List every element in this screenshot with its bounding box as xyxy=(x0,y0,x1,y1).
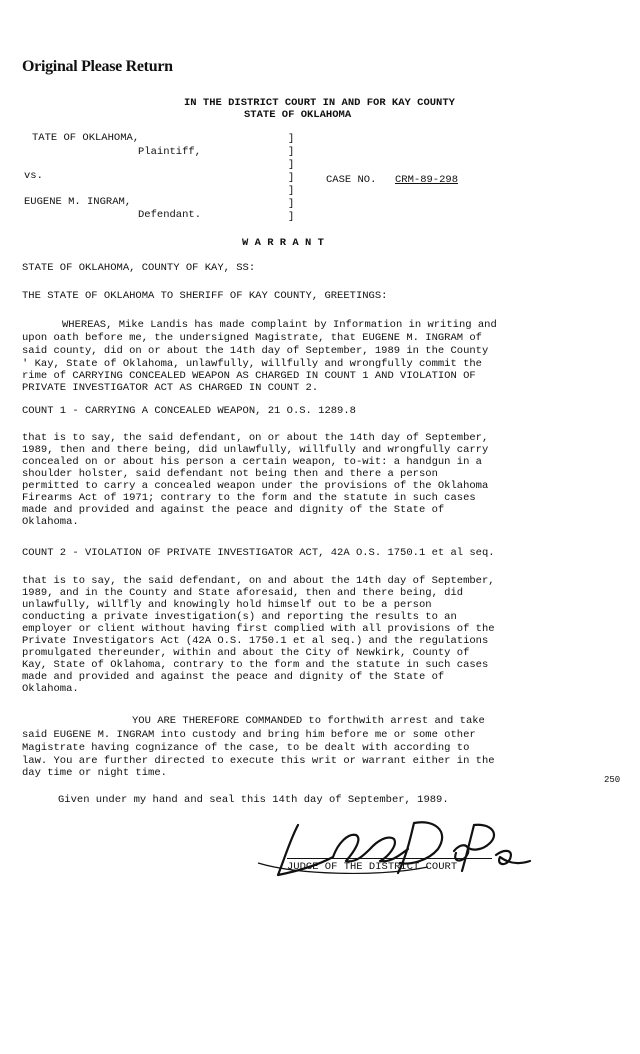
caption-bracket: ] xyxy=(288,133,295,145)
count1-heading: COUNT 1 - CARRYING A CONCEALED WEAPON, 21 O.S. 1289.8 xyxy=(22,405,356,417)
caption-bracket: ] xyxy=(288,159,295,171)
count1-line: that is to say, the said defendant, on or about the 14th day of September, xyxy=(22,432,489,444)
command-line: YOU ARE THEREFORE COMMANDED to forthwith arrest and take xyxy=(132,715,485,727)
whereas-line: said county, did on or about the 14th day of September, 1989 in the County xyxy=(22,345,489,357)
judge-title: JUDGE OF THE DISTRICT COURT xyxy=(287,861,458,873)
count1-line: concealed on or about his person a certain weapon, to-wit: a handgun in a xyxy=(22,456,482,468)
caption-bracket: ] xyxy=(288,146,295,158)
case-number-label: CASE NO. xyxy=(326,174,377,186)
count1-line: Oklahoma. xyxy=(22,516,79,528)
caption-bracket: ] xyxy=(288,172,295,184)
count2-line: made and provided and against the peace and dignity of the State of xyxy=(22,671,445,683)
command-line: said EUGENE M. INGRAM into custody and bring him before me or some other xyxy=(22,729,476,741)
versus-label: vs. xyxy=(24,170,43,182)
count2-line: Private Investigators Act (42A O.S. 1750.1 et al seq.) and the regulations xyxy=(22,635,489,647)
whereas-line: PRIVATE INVESTIGATOR ACT AS CHARGED IN COUNT 2. xyxy=(22,382,319,394)
given-under-hand-line: Given under my hand and seal this 14th day of September, 1989. xyxy=(58,794,449,806)
count1-line: Firearms Act of 1971; contrary to the form and the statute in such cases xyxy=(22,492,476,504)
judge-signature xyxy=(238,805,538,885)
count1-line: permitted to carry a concealed weapon under the provisions of the Oklahoma xyxy=(22,480,489,492)
warrant-title: W A R R A N T xyxy=(242,237,324,249)
case-number: CRM-89-298 xyxy=(395,174,459,186)
count2-line: 1989, and in the County and State aforesaid, then and there being, did xyxy=(22,587,464,599)
court-state-heading: STATE OF OKLAHOMA xyxy=(244,109,352,121)
count1-line: made and provided and against the peace and dignity of the State of xyxy=(22,504,445,516)
count2-line: employer or client without having first complied with all provisions of the xyxy=(22,623,495,635)
defendant-name: EUGENE M. INGRAM, xyxy=(24,196,132,208)
count2-line: conducting a private investigation(s) and reporting the results to an xyxy=(22,611,457,623)
count2-line: unlawfully, willfly and knowingly hold himself out to be a person xyxy=(22,599,432,611)
command-line: Magistrate having cognizance of the case, to be dealt with according to xyxy=(22,742,470,754)
count2-line: promulgated thereunder, within and about the City of Newkirk, County of xyxy=(22,647,470,659)
signature-line xyxy=(287,858,492,859)
caption-bracket: ] xyxy=(288,211,295,223)
defendant-role: Defendant. xyxy=(138,209,202,221)
whereas-line: rime of CARRYING CONCEALED WEAPON AS CHARGED IN COUNT 1 AND VIOLATION OF xyxy=(22,370,476,382)
plaintiff-role: Plaintiff, xyxy=(138,146,202,158)
whereas-line: WHEREAS, Mike Landis has made complaint by Information in writing and xyxy=(62,319,497,331)
caption-bracket: ] xyxy=(288,198,295,210)
venue-line: STATE OF OKLAHOMA, COUNTY OF KAY, SS: xyxy=(22,262,256,274)
command-line: law. You are further directed to execute this writ or warrant either in the xyxy=(22,755,495,767)
count1-line: shoulder holster, said defendant not being then and there a person xyxy=(22,468,438,480)
count2-line: Kay, State of Oklahoma, contrary to the form and the statute in such cases xyxy=(22,659,489,671)
count2-line: Oklahoma. xyxy=(22,683,79,695)
command-line: day time or night time. xyxy=(22,767,167,779)
whereas-line: upon oath before me, the undersigned Magistrate, that EUGENE M. INGRAM of xyxy=(22,332,482,344)
plaintiff-name: TATE OF OKLAHOMA, xyxy=(32,132,140,144)
count1-line: 1989, then and there being, did unlawfully, willfully and wrongfully carry xyxy=(22,444,489,456)
caption-bracket: ] xyxy=(288,185,295,197)
greeting-line: THE STATE OF OKLAHOMA TO SHERIFF OF KAY COUNTY, GREETINGS: xyxy=(22,290,388,302)
whereas-line: ' Kay, State of Oklahoma, unlawfully, willfully and wrongfully commit the xyxy=(22,358,482,370)
court-heading: IN THE DISTRICT COURT IN AND FOR KAY COUNTY xyxy=(184,97,455,109)
stamp-mark: 250 xyxy=(604,775,621,785)
handwritten-return-note: Original Please Return xyxy=(22,58,173,75)
count2-line: that is to say, the said defendant, on and about the 14th day of September, xyxy=(22,575,495,587)
count2-heading: COUNT 2 - VIOLATION OF PRIVATE INVESTIGATOR ACT, 42A O.S. 1750.1 et al seq. xyxy=(22,547,495,559)
